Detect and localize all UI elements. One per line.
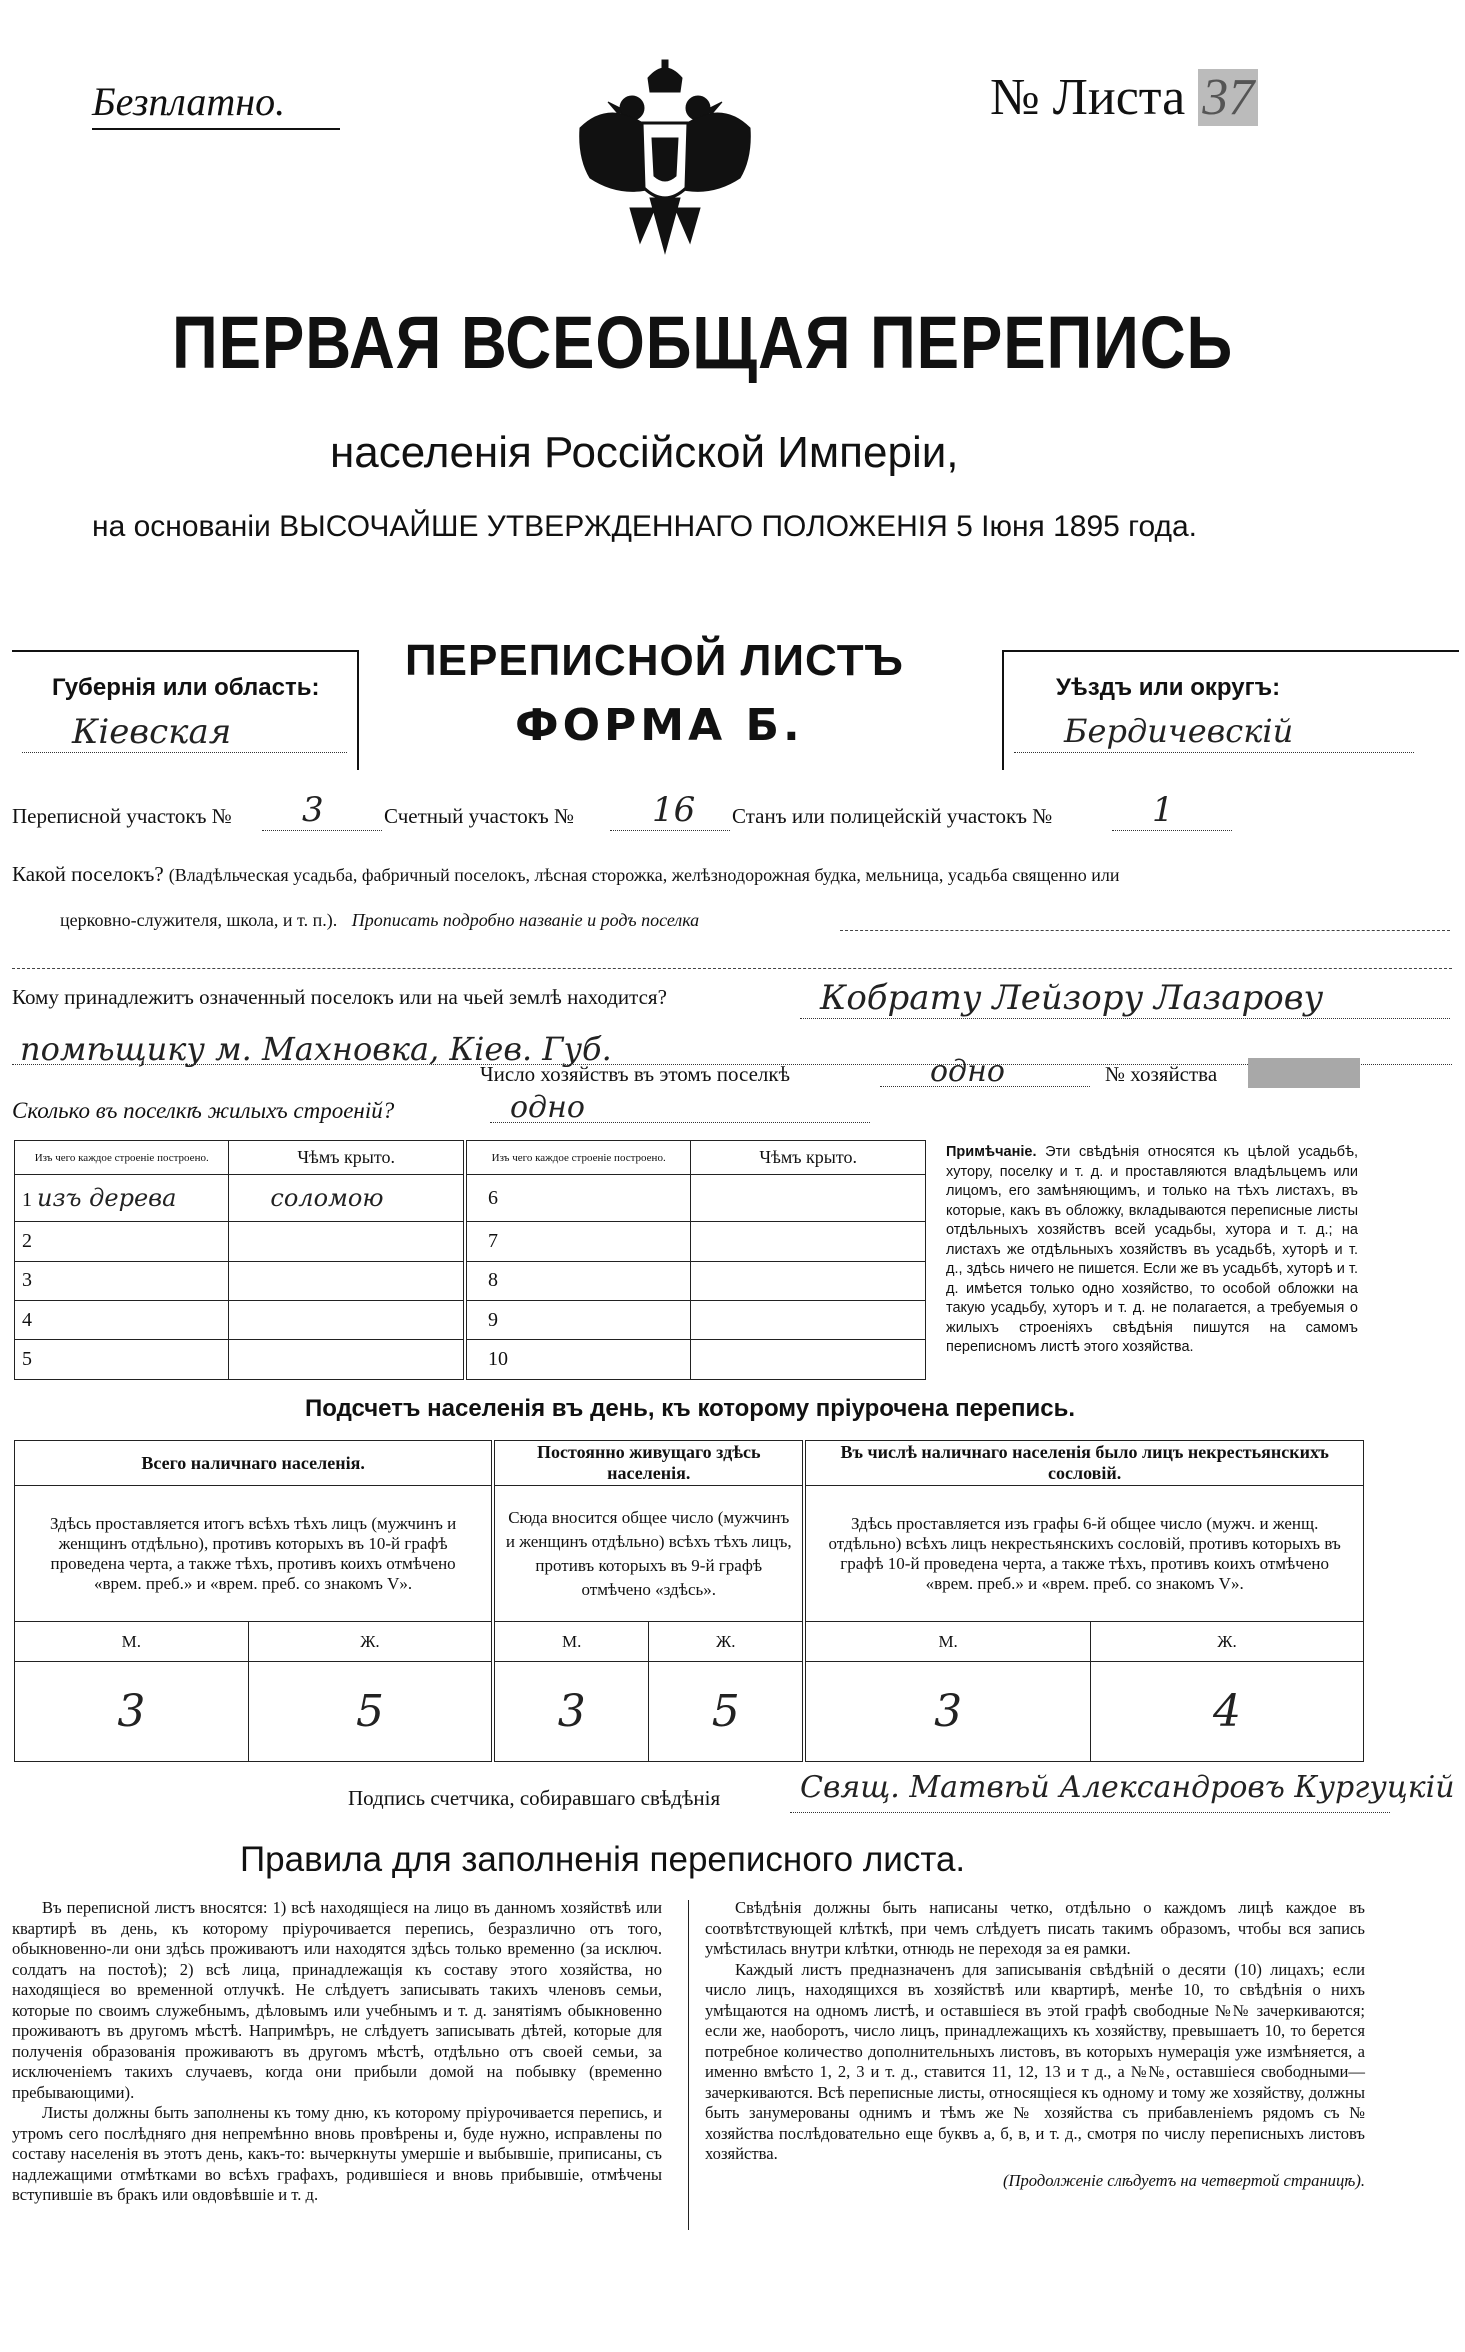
basis-text: на основаніи ВЫСОЧАЙШЕ УТВЕРЖДЕННАГО ПОЛОЖЕНІЯ 5 Іюня 1895 года. [92, 510, 1198, 543]
row-number: 4 [22, 1308, 32, 1331]
households-value: одно [930, 1054, 1005, 1089]
signature-label: Подпись счетчика, собиравшаго свѣдѣнія [348, 1786, 721, 1810]
sheet-number-label: № Листа [990, 69, 1186, 126]
rules-left-p1: Въ переписной листъ вносятся: 1) всѣ находящіеся на лицо въ данномъ хозяйствѣ или квартирѣ въ день, къ которому пріурочивается перепись, безразлично отъ того, обыкновенно-ли они здѣсь проживаютъ или находятся здѣсь только временно (за исключ. солдатъ на постоѣ); 2) всѣ лица, принадлежащія къ составу этого хозяйства, но находящіеся во временной отлучкѣ. Не слѣдуетъ записывать такихъ членовъ семьи, которые по своимъ служебнымъ, дѣловымъ или учебнымъ и т. д. занятіямъ обыкновенно проживаютъ въ другомъ мѣстѣ. Напримѣръ, не слѣдуетъ записывать дѣтей, которые для полученія образованія проживаютъ въ другомъ мѣстѣ, отдѣльно отъ своей семьи, за исключеніемъ такихъ случаевъ, когда они прибыли домой на побывку (временно пребывающими). [12, 1898, 662, 2102]
table-row [15, 1175, 926, 1222]
row-number: 7 [487, 1229, 498, 1252]
settlement-which-line1 [840, 930, 1450, 931]
row-number: 2 [22, 1229, 32, 1252]
signature-line [790, 1812, 1390, 1813]
row-number: 9 [487, 1308, 498, 1331]
count-district-label: Счетный участокъ № [384, 804, 575, 828]
rules-left [12, 1898, 662, 2206]
note-label: Примѣчаніе. [946, 1144, 1037, 1160]
f-header: Ж. [649, 1622, 805, 1662]
household-no-label: № хозяйства [1105, 1062, 1218, 1086]
gubernia-value: Кіевская [72, 712, 232, 752]
settlement-which [12, 862, 1452, 887]
col-roof-left: Чѣмъ крыто. [229, 1141, 465, 1175]
owner-value1: Кобрату Лейзору Лазарову [820, 978, 1324, 1018]
note [946, 1143, 1358, 1358]
count-col3-title: Въ числѣ наличнаго населенія было лицъ некрестьянскихъ сословій. [804, 1441, 1363, 1486]
rules-heading: Правила для заполненія переписного листа. [240, 1840, 966, 1879]
settlement-which-hint-row [60, 910, 1440, 931]
col-material-right: Изъ чего каждое строеніе построено. [465, 1141, 691, 1175]
gubernia-label: Губернія или область: [52, 674, 320, 701]
free-label: Безплатно. [92, 79, 286, 124]
count-value: 4 [1090, 1662, 1363, 1762]
population-count-table [14, 1440, 1364, 1762]
rules-continued: (Продолженіе слѣдуетъ на четвертой страницѣ). [1002, 2170, 1365, 2190]
m-header: М. [15, 1622, 249, 1662]
household-no-redacted [1248, 1058, 1360, 1088]
census-district-line [262, 830, 382, 831]
material-cell: изъ дерева [37, 1184, 177, 1213]
row-number: 1 [22, 1189, 32, 1212]
m-header: М. [804, 1622, 1090, 1662]
rules-left-p2: Листы должны быть заполнены къ тому дню, къ которому пріурочивается перепись, и утромъ сего послѣдняго дня непремѣнно вновь провѣрены и, буде нужно, исправлены по составу населенія въ этотъ день, какъ-то: вычеркнуты умершіе и выбывшіе, приписаны, съ надлежащими отмѣтками во всѣхъ графахъ, родившіеся и вновь прибывшіе, отмѣчены вступившіе въ бракъ или овдовѣвшіе и т. д. [12, 2103, 662, 2204]
sheet-number-value: 37 [1198, 69, 1258, 126]
page-title: ПЕРВАЯ ВСЕОБЩАЯ ПЕРЕПИСЬ [172, 301, 1234, 384]
census-district-value: 3 [302, 790, 324, 830]
table-row [15, 1301, 926, 1340]
rules-divider [688, 1900, 689, 2230]
free-underline [92, 128, 340, 130]
row-number: 10 [487, 1348, 508, 1371]
count-col3-text: Здѣсь проставляется изъ графы 6-й общее число (мужч. и женщ. отдѣльно) всѣхъ лицъ некрестьянскихъ сословій, противъ которыхъ въ графѣ 10-й проведена черта, а также тѣхъ, противъ коихъ отмѣчено «врем. преб.» и «врем. преб. со знакомъ V». [804, 1486, 1363, 1622]
table-row [15, 1222, 926, 1261]
row-number: 3 [22, 1269, 32, 1292]
stan-value: 1 [1152, 790, 1174, 830]
stan-label: Станъ или полицейскій участокъ № [732, 804, 1053, 828]
rules-right [705, 1898, 1365, 2191]
coat-of-arms-icon [570, 58, 760, 258]
census-district-label: Переписной участокъ № [12, 804, 232, 828]
table-row [15, 1340, 926, 1380]
buildings-table [14, 1140, 926, 1380]
rules-right-p1: Свѣдѣнія должны быть написаны четко, отдѣльно о каждомъ лицѣ каждое въ соотвѣтствующей клѣткѣ, при чемъ слѣдуетъ писать такимъ образомъ, чтобы вся запись умѣстилась внутри клѣтки, отнюдь не переходя за ея рамки. [705, 1898, 1365, 1958]
owner-value2: помѣщику м. Махновка, Кіев. Губ. [20, 1030, 612, 1068]
uezd-box [1002, 650, 1459, 770]
uezd-label: Уѣздъ или округъ: [1056, 674, 1281, 701]
col-roof-right: Чѣмъ крыто. [691, 1141, 926, 1175]
row-number: 6 [487, 1186, 498, 1209]
count-col2-title: Постоянно живущаго здѣсь населенія. [493, 1441, 804, 1486]
stan-line [1112, 830, 1232, 831]
count-district-line [610, 830, 730, 831]
form-title: ПЕРЕПИСНОЙ ЛИСТЪ [405, 636, 904, 685]
f-header: Ж. [1090, 1622, 1363, 1662]
count-heading: Подсчетъ населенія въ день, къ которому пріурочена перепись. [305, 1395, 1075, 1422]
count-col2-text: Сюда вносится общее число (мужчинъ и женщинъ отдѣльно) всѣхъ тѣхъ лицъ, противъ которыхъ въ 9-й графѣ отмѣчено «здѣсь». [493, 1486, 804, 1622]
count-value: 3 [15, 1662, 249, 1762]
districts-row [12, 790, 1452, 840]
page-subtitle: населенія Россійской Имперіи, [330, 428, 959, 477]
signature-value: Свящ. Матвѣй Александровъ Кургуцкій [800, 1770, 1455, 1805]
settlement-which-hint-italic: Прописать подробно названіе и родъ поселка [351, 910, 700, 930]
row-number: 8 [487, 1269, 498, 1292]
buildings-label: Сколько въ поселкѣ жилыхъ строеній? [12, 1098, 395, 1123]
owner-label: Кому принадлежитъ означенный поселокъ или на чьей землѣ находится? [12, 985, 667, 1009]
count-value: 3 [804, 1662, 1090, 1762]
buildings-value: одно [510, 1090, 585, 1125]
settlement-which-line2 [12, 968, 1452, 969]
table-row [15, 1261, 926, 1300]
count-value: 5 [248, 1662, 493, 1762]
owner-line1 [800, 1018, 1450, 1019]
rules-right-p2: Каждый листъ предназначенъ для записыванія свѣдѣній о десяти (10) лицахъ; если число лицъ, находящихся въ хозяйствѣ или квартирѣ, менѣе 10, то свѣдѣнія о нихъ умѣщаются на одномъ листѣ, и оставшіеся въ этой графѣ свободные №№ зачеркиваются; если же, наоборотъ, число лицъ, принадлежащихъ къ хозяйству, превышаетъ 10, то берется потребное количество дополнительныхъ листовъ, въ которыхъ нумерація уже измѣняется, а именно вмѣсто 1, 2, 3 и т. д., ставится 11, 12, 13 и т д., а №№, оставшіеся свободными—зачеркиваются. Всѣ переписные листы, относящіеся къ одному и тому же хозяйству, должны быть занумерованы однимъ и тѣмъ же № хозяйства съ прибавленіемъ рядомъ съ № хозяйства послѣдовательно еще буквъ а, б, в, и т. д., смотря по числу переписныхъ листовъ хозяйства. [705, 1959, 1365, 2163]
settlement-which-hint2: церковно-служителя, школа, и т. п.). [60, 910, 338, 930]
f-header: Ж. [248, 1622, 493, 1662]
settlement-which-hint: (Владѣльческая усадьба, фабричный поселокъ, лѣсная сторожка, желѣзнодорожная будка, мельница, усадьба священно или [168, 865, 1120, 885]
gubernia-box [12, 650, 359, 770]
households-label: Число хозяйствъ въ этомъ поселкѣ [480, 1062, 790, 1086]
count-value: 5 [649, 1662, 805, 1762]
gubernia-line [22, 752, 347, 753]
buildings-line [490, 1122, 870, 1123]
m-header: М. [493, 1622, 649, 1662]
sheet-number [990, 68, 1258, 127]
uezd-line [1014, 752, 1414, 753]
row-number: 5 [22, 1348, 32, 1371]
households-line [880, 1086, 1090, 1087]
settlement-which-label: Какой поселокъ? [12, 862, 164, 886]
count-col1-title: Всего наличнаго населенія. [15, 1441, 494, 1486]
note-text: Эти свѣдѣнія относятся къ цѣлой усадьбѣ, хутору, поселку и т. д. и проставляются владѣльцемъ или лицомъ, его замѣняющимъ, и только на тѣхъ листахъ, въ которые, какъ въ обложку, вкладываются переписные листы отдѣльныхъ хозяйствъ всей усадьбы, хутора и т. д.; на листахъ же отдѣльныхъ хозяйствъ въ усадьбѣ, хуторѣ и т. д., здѣсь ничего не пишется. Если же въ усадьбѣ, хуторѣ и т. д. имѣется только одно хозяйство, то особой обложки на такую усадьбу, хуторъ и т. д. не полагается, а требуемыя о жилыхъ строеніяхъ свѣдѣнія пишутся на самомъ переписномъ листѣ этого хозяйства. [946, 1144, 1358, 1355]
col-material-left: Изъ чего каждое строеніе построено. [15, 1141, 229, 1175]
count-district-value: 16 [652, 790, 696, 830]
count-col1-text: Здѣсь проставляется итогъ всѣхъ тѣхъ лицъ (мужчинъ и женщинъ отдѣльно), противъ которыхъ въ 10-й графѣ проведена черта, а также тѣхъ, противъ коихъ отмѣчено «врем. преб.» и «врем. преб. со знакомъ V». [15, 1486, 494, 1622]
form-subtitle: ФОРМА Б. [515, 700, 804, 751]
uezd-value: Бердичевскій [1064, 712, 1294, 750]
roof-cell: соломою [270, 1184, 384, 1213]
count-value: 3 [493, 1662, 649, 1762]
